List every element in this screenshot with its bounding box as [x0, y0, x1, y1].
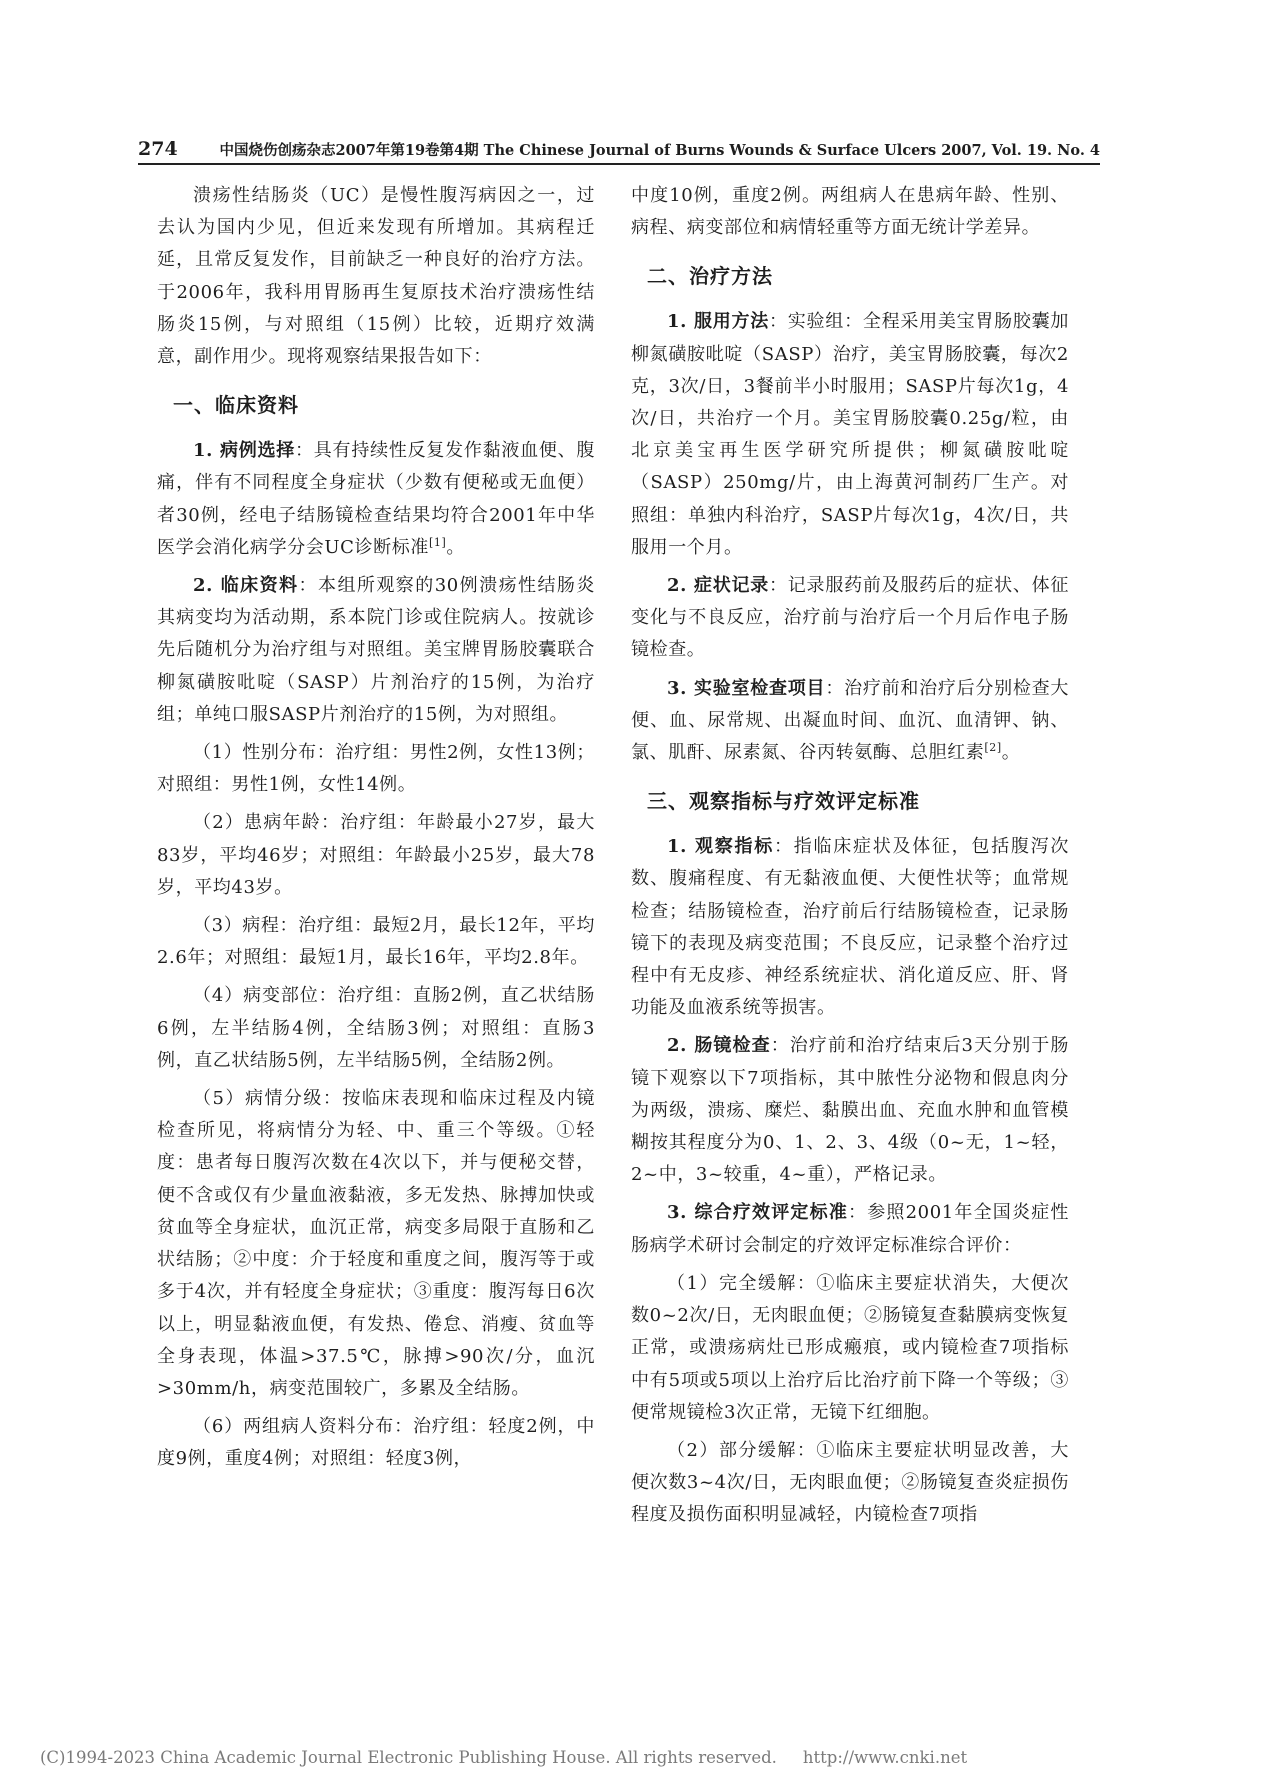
intro-paragraph: 溃疡性结肠炎（UC）是慢性腹泻病因之一，过去认为国内少见，但近来发现有所增加。其病程迁延，且常反复发作，目前缺乏一种良好的治疗方法。于2006年，我科用胃肠再生复原技术治疗溃疡性结肠炎15例，与对照组（15例）比较，近期疗效满意，副作用少。现将观察结果报告如下：	[157, 185, 595, 368]
paragraph-text: ：参照2001年全国炎症性肠病学术研讨会制定的疗效评定标准综合评价：	[631, 1202, 1069, 1256]
paragraph-text: ：具有持续性反复发作黏液血便、腹痛，伴有不同程度全身症状（少数有便秘或无血便）者30例，经电子结肠镜检查结果均符合2001年中华医学会消化病学分会UC诊断标准	[157, 440, 595, 558]
paragraph-lead: 1. 病例选择	[193, 440, 296, 462]
endoscopy-paragraph	[631, 1030, 1069, 1191]
paragraph-text: ：记录服药前及服药后的症状、体征变化与不良反应，治疗前与治疗后一个月后作电子肠镜检查。	[631, 575, 1069, 661]
paragraph-lead: 2. 症状记录	[667, 575, 770, 597]
lab-tests-paragraph	[631, 673, 1069, 770]
page-header	[138, 138, 1100, 164]
citation-ref: [2]	[984, 741, 1002, 755]
partial-remission-paragraph: （2）部分缓解：①临床主要症状明显改善，大便次数3~4次/日，无肉眼血便；②肠镜复查炎症损伤程度及损伤面积明显减轻，内镜检查7项指	[631, 1439, 1069, 1526]
paragraph-lead: 3. 实验室检查项目	[667, 677, 826, 699]
paragraph-lead: 3. 综合疗效评定标准	[667, 1202, 849, 1224]
copyright-text: (C)1994-2023 China Academic Journal Electronic Publishing House. All rights reserved.	[40, 1748, 777, 1767]
symptom-record-paragraph	[631, 570, 1069, 667]
paragraph-lead: 2. 临床资料	[193, 575, 299, 597]
group-distribution-paragraph: （6）两组病人资料分布：治疗组：轻度2例，中度9例，重度4例；对照组：轻度3例，	[157, 1416, 595, 1470]
efficacy-criteria-paragraph	[631, 1197, 1069, 1261]
observation-indices-paragraph	[631, 831, 1069, 1024]
paragraph-text: ：治疗前和治疗结束后3天分别于肠镜下观察以下7项指标，其中脓性分泌物和假息肉分为两级，溃疡、糜烂、黏膜出血、充血水肿和血管模糊按其程度分为0、1、2、3、4级（0~无，1~轻，2~中，3~较重，4~重），严格记录。	[631, 1035, 1069, 1186]
paragraph-text: ：指临床症状及体征，包括腹泻次数、腹痛程度、有无黏液血便、大便性状等；血常规检查；结肠镜检查，治疗前后行结肠镜检查，记录肠镜下的表现及病变范围；不良反应，记录整个治疗过程中有无皮疹、神经系统症状、消化道反应、肝、肾功能及血液系统等损害。	[631, 836, 1069, 1019]
section-heading-evaluation: 三、观察指标与疗效评定标准	[647, 789, 920, 814]
left-column	[157, 180, 595, 1482]
clinical-data-paragraph	[157, 570, 595, 731]
paragraph-lead: 1. 观察指标	[667, 836, 774, 858]
dosage-paragraph	[631, 306, 1069, 564]
gender-distribution-paragraph: （1）性别分布：治疗组：男性2例，女性13例；对照组：男性1例，女性14例。	[157, 742, 595, 796]
paragraph-text: ：实验组：全程采用美宝胃肠胶囊加柳氮磺胺吡啶（SASP）治疗，美宝胃肠胶囊，每次2克，3次/日，3餐前半小时服用；SASP片每次1g，4次/日，共治疗一个月。美宝胃肠胶囊0.25g/粒，由北京美宝再生医学研究所提供；柳氮磺胺吡啶（SASP）250mg/片，由上海黄河制药厂生产。对照组：单独内科治疗，SASP片每次1g，4次/日，共服用一个月。	[631, 311, 1069, 558]
case-selection-paragraph	[157, 435, 595, 564]
header-rule	[138, 163, 1100, 165]
section-heading-treatment: 二、治疗方法	[647, 264, 773, 289]
paragraph-text: ：本组所观察的30例溃疡性结肠炎其病变均为活动期，系本院门诊或住院病人。按就诊先后随机分为治疗组与对照组。美宝牌胃肠胶囊联合柳氮磺胺吡啶（SASP）片剂治疗的15例，为治疗组；单纯口服SASP片剂治疗的15例，为对照组。	[157, 575, 595, 725]
citation-ref: [1]	[428, 535, 447, 549]
running-head: 中国烧伤创疡杂志2007年第19卷第4期 The Chinese Journal of Burns Wounds & Surface Ulcers 2007, Vol. 19. No. 4	[219, 142, 1100, 159]
footer-url: http://www.cnki.net	[802, 1748, 968, 1767]
paragraph-end: 。	[446, 536, 465, 558]
page-number: 274	[138, 138, 178, 160]
copyright-footer	[40, 1748, 1230, 1767]
lesion-site-paragraph: （4）病变部位：治疗组：直肠2例，直乙状结肠6例，左半结肠4例，全结肠3例；对照组：直肠3例，直乙状结肠5例，左半结肠5例，全结肠2例。	[157, 985, 595, 1071]
paragraph-lead: 1. 服用方法	[667, 311, 770, 333]
complete-remission-paragraph: （1）完全缓解：①临床主要症状消失，大便次数0~2次/日，无肉眼血便；②肠镜复查黏膜病变恢复正常，或溃疡病灶已形成瘢痕，或内镜检查7项指标中有5项或5项以上治疗后比治疗前下降一个等级；③便常规镜检3次正常，无镜下红细胞。	[631, 1272, 1069, 1423]
severity-grading-paragraph: （5）病情分级：按临床表现和临床过程及内镜检查所见，将病情分为轻、中、重三个等级。①轻度：患者每日腹泻次数在4次以下，并与便秘交替，便不含或仅有少量血液黏液，多无发热、脉搏加快或贫血等全身症状，血沉正常，病变多局限于直肠和乙状结肠；②中度：介于轻度和重度之间，腹泻等于或多于4次，并有轻度全身症状；③重度：腹泻每日6次以上，明显黏液血便，有发热、倦怠、消瘦、贫血等全身表现，体温>37.5℃，脉搏>90次/分，血沉>30mm/h，病变范围较广，多累及全结肠。	[157, 1088, 595, 1399]
section-heading-clinical-data: 一、临床资料	[173, 393, 299, 418]
paragraph-text: ：治疗前和治疗后分别检查大便、血、尿常规、出凝血时间、血沉、血清钾、钠、氯、肌酐、尿素氮、谷丙转氨酶、总胆红素	[631, 677, 1069, 764]
paragraph-end: 。	[1001, 742, 1021, 764]
continued-paragraph: 中度10例，重度2例。两组病人在患病年龄、性别、病程、病变部位和病情轻重等方面无统计学差异。	[631, 185, 1069, 239]
disease-course-paragraph: （3）病程：治疗组：最短2月，最长12年，平均2.6年；对照组：最短1月，最长16年，平均2.8年。	[157, 915, 595, 969]
paragraph-lead: 2. 肠镜检查	[667, 1035, 771, 1057]
age-paragraph: （2）患病年龄：治疗组：年龄最小27岁，最大83岁，平均46岁；对照组：年龄最小25岁，最大78岁，平均43岁。	[157, 812, 595, 898]
right-column	[631, 180, 1069, 1538]
